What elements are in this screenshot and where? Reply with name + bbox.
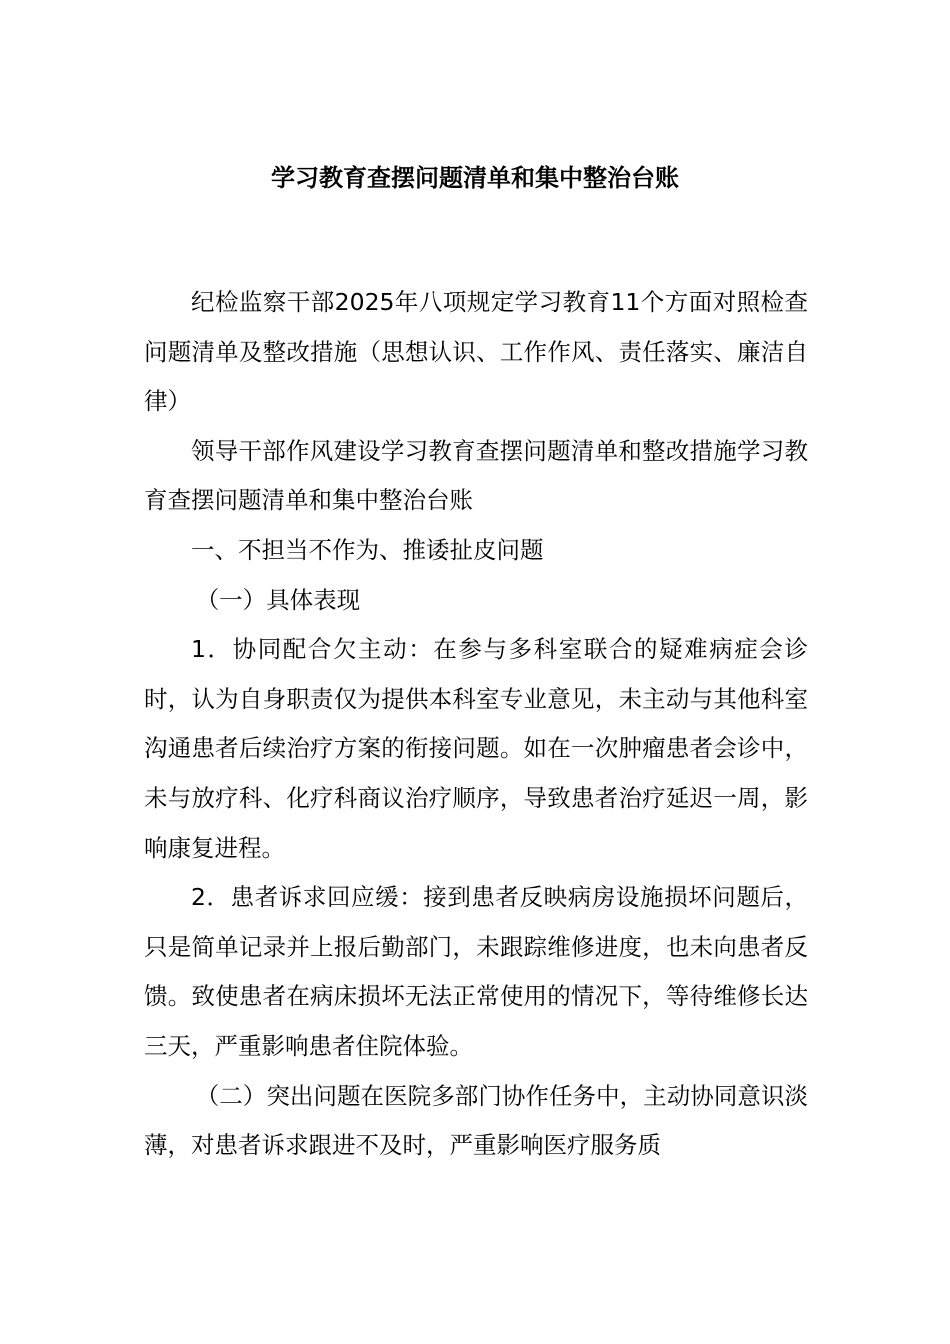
document-title: 学习教育查摆问题清单和集中整治台账: [271, 164, 679, 192]
paragraph-subtitle: 领导干部作风建设学习教育查摆问题清单和整改措施学习教育查摆问题清单和集中整治台账: [144, 436, 808, 515]
paragraph-subsection-2: （二）突出问题在医院多部门协作任务中，主动协同意识淡薄，对患者诉求跟进不及时，严重影响医疗服务质: [144, 1081, 808, 1160]
paragraph-intro: 纪检监察干部2025年八项规定学习教育11个方面对照检查问题清单及整改措施（思想认识、工作作风、责任落实、廉洁自律）: [144, 288, 808, 416]
section-heading-1: 一、不担当不作为、推诿扯皮问题: [191, 535, 544, 564]
subsection-heading-1: （一）具体表现: [195, 585, 361, 614]
document-body: [144, 278, 808, 1171]
paragraph-item-1: 1．协同配合欠主动：在参与多科室联合的疑难病症会诊时，认为自身职责仅为提供本科室专业意见，未主动与其他科室沟通患者后续治疗方案的衔接问题。如在一次肿瘤患者会诊中，未与放疗科、化疗科商议治疗顺序，导致患者治疗延迟一周，影响康复进程。: [144, 635, 808, 862]
paragraph-item-2: 2．患者诉求回应缓：接到患者反映病房设施损坏问题后，只是简单记录并上报后勤部门，未跟踪维修进度，也未向患者反馈。致使患者在病床损坏无法正常使用的情况下，等待维修长达三天，严重影响患者住院体验。: [144, 883, 808, 1060]
